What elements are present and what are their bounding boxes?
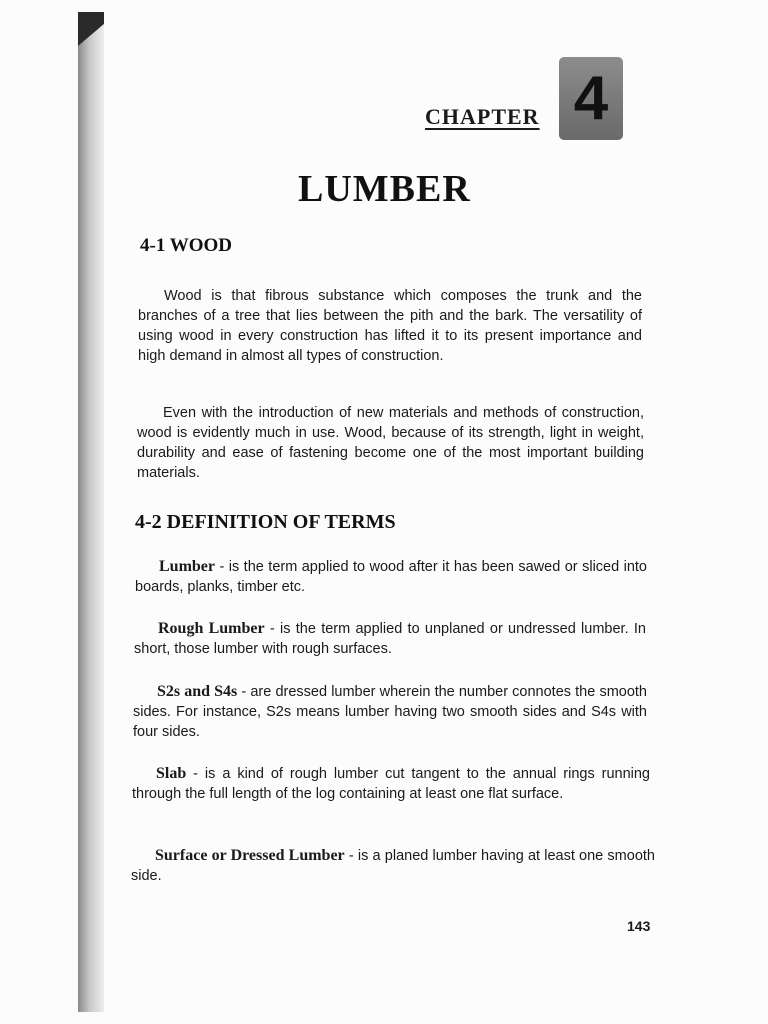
term-name: Surface or Dressed Lumber <box>155 847 345 864</box>
section-heading-wood: 4-1 WOOD <box>140 235 233 256</box>
chapter-title: LUMBER <box>298 168 471 210</box>
chapter-label: CHAPTER <box>425 104 540 129</box>
page-number: 143 <box>627 918 651 934</box>
term-text: - are dressed lumber wherein the number connotes the smooth sides. For instance, S2s means lumber having two smooth sides and S4s with four sides. <box>133 684 647 740</box>
term-name: Rough Lumber <box>158 620 265 637</box>
term-name: Slab <box>156 765 187 782</box>
term-definition-slab <box>132 764 650 804</box>
term-definition-lumber <box>135 557 647 597</box>
term-name: S2s and S4s <box>157 683 238 700</box>
section-heading-definition-of-terms: 4-2 DEFINITION OF TERMS <box>135 511 396 533</box>
page-gutter-shadow <box>78 12 104 1012</box>
term-name: Lumber <box>159 558 215 575</box>
term-definition-rough-lumber <box>134 619 646 659</box>
term-definition-s2s-s4s <box>133 682 647 742</box>
term-text: - is the term applied to wood after it has been sawed or sliced into boards, planks, timber etc. <box>135 559 647 595</box>
term-text: - is a planed lumber having at least one smooth side. <box>131 848 655 884</box>
term-text: - is a kind of rough lumber cut tangent to the annual rings running through the full length of the log containing at least one flat surface. <box>132 766 650 802</box>
term-definition-surface-dressed-lumber <box>131 846 655 886</box>
chapter-number: 4 <box>573 63 609 133</box>
paragraph-wood-definition: Wood is that fibrous substance which composes the trunk and the branches of a tree that lies between the pith and the bark. The versatility of using wood in every construction has lifted it to its present importance and high demand in almost all types of construction. <box>138 288 642 364</box>
paragraph-wood-usage: Even with the introduction of new materials and methods of construction, wood is evidently much in use. Wood, because of its strength, light in weight, durability and ease of fastening become one of the most important building materials. <box>137 405 644 481</box>
chapter-number-badge <box>559 57 623 140</box>
term-text: - is the term applied to unplaned or undressed lumber. In short, those lumber with rough surfaces. <box>134 621 646 657</box>
